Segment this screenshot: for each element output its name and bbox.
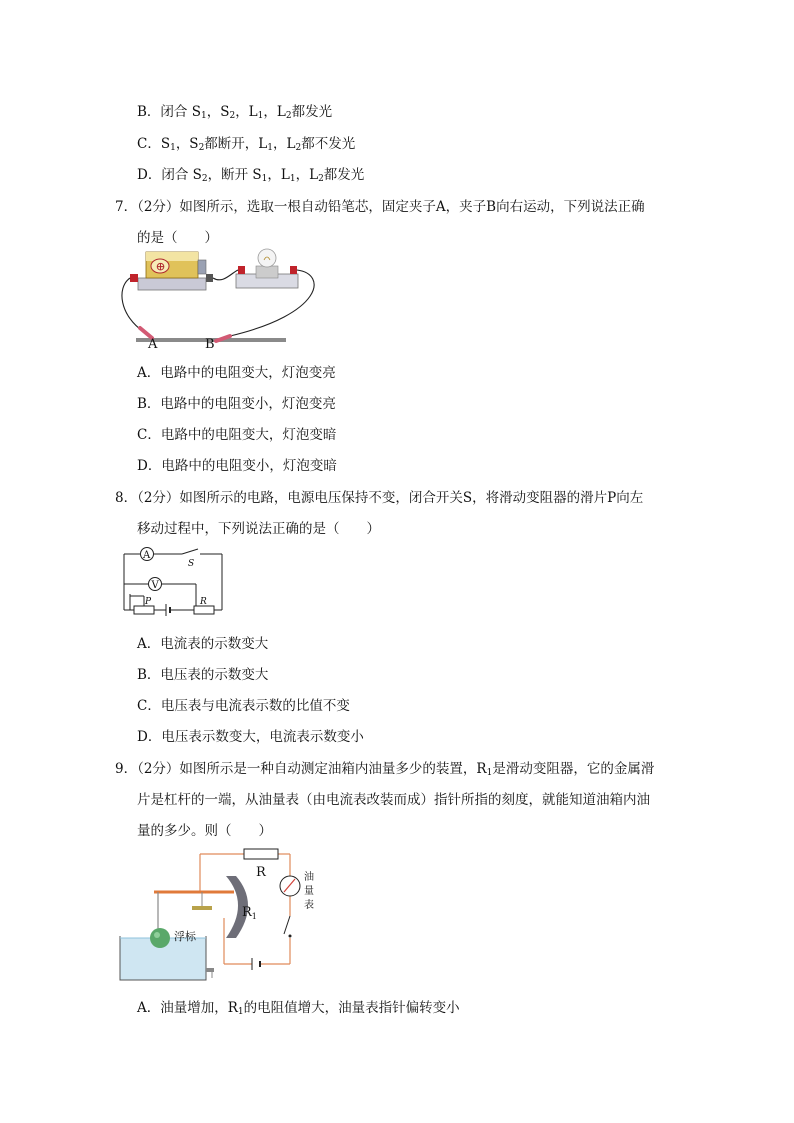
q7-option-c: C．电路中的电阻变大，灯泡变暗 — [137, 427, 337, 443]
q9-oil-gauge-figure — [118, 846, 338, 986]
q6-option-d: D．闭合 $S_2$，断开 $S_1$，$L_1$，$L_2$都发光 — [137, 167, 365, 184]
q8-option-d: D．电压表示数变大，电流表示数变小 — [137, 729, 364, 745]
q9-meter-label-1: 油 — [304, 872, 314, 883]
q7-option-d: D．电路中的电阻变小，灯泡变暗 — [137, 458, 337, 474]
q8-switch-label: S — [188, 559, 195, 569]
q8-voltmeter-label: V — [151, 580, 159, 591]
q8-stem-line1: 8．（2分）如图所示的电路，电源电压保持不变，闭合开关S，将滑动变阻器的滑片P向左 — [115, 490, 644, 506]
q9-float-label: 浮标 — [174, 930, 196, 943]
q8-slider-label: P — [145, 597, 152, 607]
q9-stem-line2: 片是杠杆的一端，从油量表（由电流表改装而成）指针所指的刻度，就能知道油箱内油 — [137, 792, 650, 808]
q7-option-b: B．电路中的电阻变小，灯泡变亮 — [137, 396, 336, 412]
q7-stem-line2: 的是（ ） — [137, 230, 218, 246]
svg-text:⊕: ⊕ — [155, 259, 166, 274]
q7-pencil-lead-circuit-figure — [118, 244, 328, 354]
q9-r1-label: $R_1$ — [242, 905, 257, 921]
q7-label-a: A — [148, 337, 158, 352]
q8-option-c: C．电压表与电流表示数的比值不变 — [137, 698, 350, 714]
q8-option-b: B．电压表的示数变大 — [137, 667, 269, 683]
q8-circuit-diagram — [118, 544, 230, 620]
q9-meter-label-3: 表 — [304, 900, 314, 911]
q9-stem-line3: 量的多少。则（ ） — [137, 823, 272, 839]
q9-meter-label-2: 量 — [304, 886, 314, 897]
q8-stem-line2: 移动过程中，下列说法正确的是（ ） — [137, 521, 380, 537]
q9-option-a: A．油量增加，$R_1$的电阻值增大，油量表指针偏转变小 — [137, 1000, 460, 1017]
q6-option-c: C．$S_1$，$S_2$都断开，$L_1$，$L_2$都不发光 — [137, 136, 356, 153]
q9-stem-line1: 9．（2分）如图所示是一种自动测定油箱内油量多少的装置，$R_1$是滑动变阻器，它的金属滑 — [115, 761, 655, 778]
q7-label-b: B — [205, 337, 215, 352]
q7-option-a: A．电路中的电阻变大，灯泡变亮 — [137, 365, 336, 381]
q6-option-b: B．闭合 $S_1$，$S_2$，$L_1$，$L_2$都发光 — [137, 104, 333, 121]
q8-ammeter-label: A — [143, 550, 151, 561]
q8-resistor-label: R — [200, 597, 207, 607]
q8-option-a: A．电流表的示数变大 — [137, 636, 269, 652]
q7-stem-line1: 7．（2分）如图所示，选取一根自动铅笔芯，固定夹子A，夹子B向右运动，下列说法正确 — [115, 199, 645, 215]
q9-resistor-label: R — [256, 865, 266, 880]
